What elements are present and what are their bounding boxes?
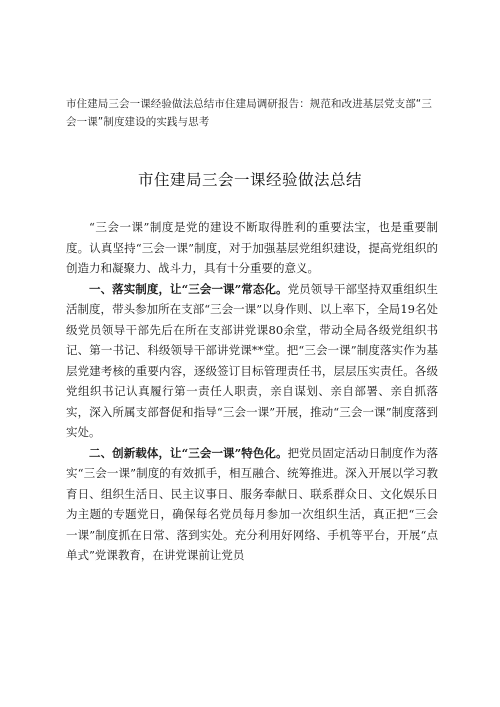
- document-body: [66, 217, 438, 566]
- paragraph-lead: 一、落实制度，让“三会一课”常态化。: [89, 281, 288, 296]
- paragraph-lead: 二、创新载体，让“三会一课”特色化。: [89, 445, 288, 460]
- paragraph-text: 把党员固定活动日制度作为落实“三会一课”制度的有效抓手，相互融合、统筹推进。深入开展以学习教育日、组织生活日、民主议事日、服务奉献日、联系群众日、文化娱乐日为主题的专题党日，确保每名党员每月参加一次组织生活，真正把“三会一课”制度抓在日常、落到实处。充分利用好网络、手机等平台，开展“点单式”党课教育，在讲党课前让党员: [66, 445, 438, 562]
- document-title: 市住建局三会一课经验做法总结: [137, 171, 362, 189]
- document-header-title: 市住建局三会一课经验做法总结市住建局调研报告：规范和改进基层党支部“三会一课”制度建设的实践与思考: [66, 98, 432, 128]
- paragraph-text: 党员领导干部坚持双重组织生活制度，带头参加所在支部“三会一课”以身作则、以上率下，全局19名处级党员领导干部先后在所在支部讲党课80余堂，带动全局各级党组织书记、第一书记、科级领导干部讲党课**堂。把“三会一课”制度落实作为基层党建考核的重要内容，逐级签订目标管理责任书，层层压实责任。各级党组织书记认真履行第一责任人职责，亲自谋划、亲自部署、亲自抓落实，深入所属支部督促和指导“三会一课”开展，推动“三会一课”制度落到实处。: [66, 281, 438, 439]
- paragraph-text: “三会一课”制度是党的建设不断取得胜利的重要法宝，也是重要制度。认真坚持“三会一课”制度，对于加强基层党组织建设，提高党组织的创造力和凝聚力、战斗力，具有十分重要的意义。: [66, 220, 438, 275]
- paragraph-section-2: [66, 443, 438, 566]
- paragraph-intro: [66, 217, 438, 279]
- paragraph-section-1: [66, 279, 438, 443]
